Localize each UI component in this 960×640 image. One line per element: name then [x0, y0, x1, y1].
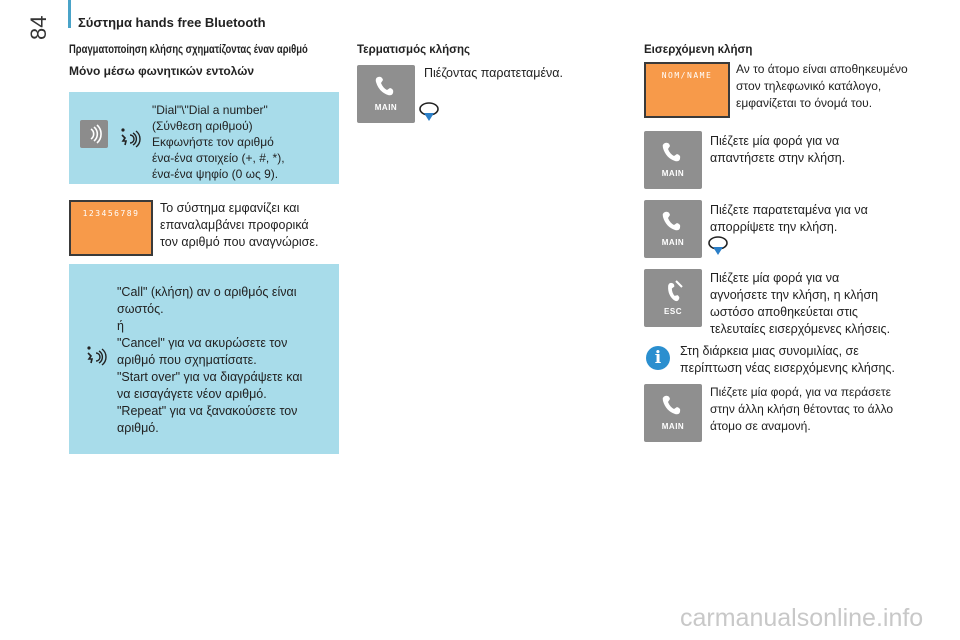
display-description: Το σύστημα εμφανίζει και επαναλαμβάνει προφορικά τον αριθμό που αναγνώρισε. [160, 201, 319, 249]
name-display-description: Αν το άτομο είναι αποθηκευμένο στον τηλεφωνικό κατάλογο, εμφανίζεται το όνομά του. [736, 62, 908, 110]
header-accent-bar [68, 0, 71, 28]
press-hold-icon [707, 235, 729, 262]
phone-handset-icon [660, 393, 686, 419]
dial-instruction-text: "Dial"\"Dial a number" (Σύνθεση αριθμού) Εκφωνήστε τον αριθμό ένα-ένα στοιχείο (+, #, *), ένα-ένα ψηφίο (0 ως 9). [152, 103, 285, 181]
main-button-switch: MAIN [644, 384, 702, 442]
middle-section-title: Τερματισμός κλήσης [357, 44, 470, 56]
main-button [357, 65, 415, 123]
screen-digits: 123456789 [82, 209, 140, 218]
watermark: carmanualsonline.info [680, 604, 924, 632]
phone-handset-icon [660, 140, 686, 166]
main-button-answer: MAIN [644, 131, 702, 189]
name-display-screen [644, 62, 730, 118]
left-section-title: Πραγματοποίηση κλήσης σχηματίζοντας έναν αριθμό [69, 44, 308, 56]
esc-button [644, 269, 702, 327]
number-display-screen [69, 200, 153, 256]
page-number: 84 [26, 15, 51, 40]
phone-handset-icon [373, 74, 399, 100]
main-button-label: MAIN [374, 103, 398, 112]
main-button-reject: MAIN [644, 200, 702, 258]
confirm-instruction-box [69, 264, 339, 454]
speaking-head-icon [85, 344, 107, 375]
answer-text: Πιέζετε μία φορά για να απαντήσετε στην κλήση. [710, 134, 846, 165]
voice-command-button-icon [80, 120, 108, 148]
right-section-title: Εισερχόμενη κλήση [644, 44, 753, 56]
end-call-text: Πιέζοντας παρατεταμένα. [424, 66, 563, 80]
screen-name-text: NOM/NAME [661, 71, 713, 80]
left-section-subtitle: Μόνο μέσω φωνητικών εντολών [69, 64, 255, 78]
confirm-instruction-text: "Call" (κλήση) αν ο αριθμός είναι σωστός. ή "Cancel" για να ακυρώσετε τον αριθμό που σχηματίσατε. "Start over" για να διαγράψετε και να εισαγάγετε νέον αριθμό. "Repeat" για να ξανακούσετε τον αριθμό. [117, 285, 303, 435]
switch-call-text: Πιέζετε μία φορά, για να περάσετε στην άλλη κλήση θέτοντας το άλλο άτομο σε αναμονή. [710, 385, 894, 433]
dial-instruction-box [69, 92, 339, 184]
info-text: Στη διάρκεια μιας συνομιλίας, σε περίπτωση νέας εισερχόμενης κλήσης. [680, 344, 895, 375]
ignore-text: Πιέζετε μία φορά για να αγνοήσετε την κλήση, η κλήση ωστόσο αποθηκεύεται στις τελευταίες εισερχόμενες κλήσεις. [710, 271, 891, 336]
press-hold-icon [418, 101, 440, 128]
info-icon: i [646, 346, 670, 370]
esc-button-label: ESC [664, 307, 682, 316]
reject-text: Πιέζετε παρατεταμένα για να απορρίψετε την κλήση. [710, 203, 868, 234]
phone-handset-icon [660, 209, 686, 235]
hangup-handset-icon [660, 278, 686, 304]
speaking-head-icon [119, 126, 141, 157]
page-header-title: Σύστημα hands free Bluetooth [78, 15, 266, 30]
